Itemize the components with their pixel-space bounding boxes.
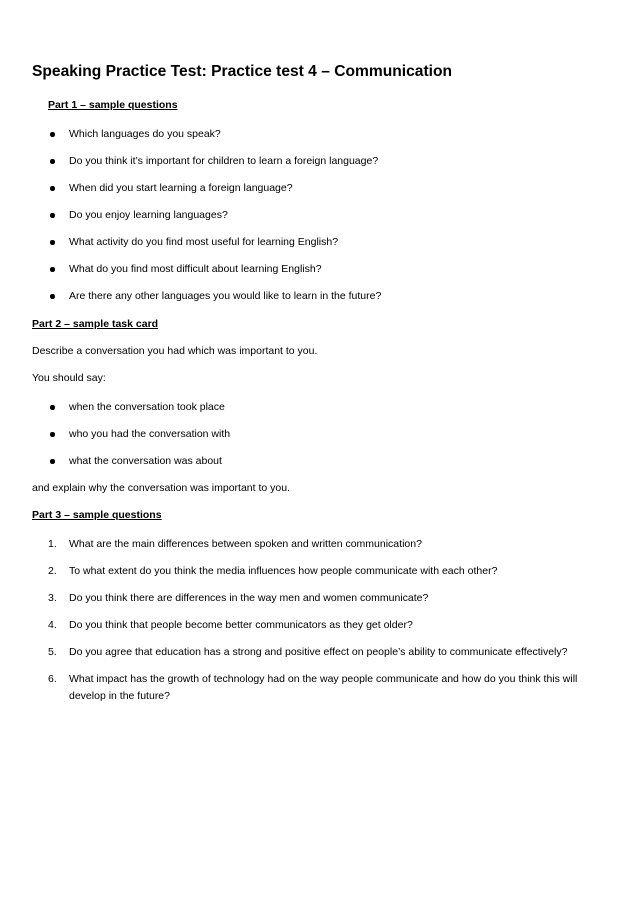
question-number: 2. xyxy=(48,565,57,577)
question-text: What activity do you find most useful for learning English? xyxy=(69,236,339,248)
bullet-icon xyxy=(50,186,55,191)
question-number: 1. xyxy=(48,538,57,550)
page-title: Speaking Practice Test: Practice test 4 – Communication xyxy=(32,63,453,80)
question-number: 4. xyxy=(48,619,57,631)
bullet-icon xyxy=(50,432,55,437)
part2-intro: You should say: xyxy=(32,372,106,384)
point-text: when the conversation took place xyxy=(69,401,225,413)
question-text: When did you start learning a foreign language? xyxy=(69,182,293,194)
question-text: Are there any other languages you would like to learn in the future? xyxy=(69,290,382,302)
question-number: 6. xyxy=(48,673,57,685)
question-text: Do you think there are differences in the way men and women communicate? xyxy=(69,592,429,604)
question-text: Do you enjoy learning languages? xyxy=(69,209,228,221)
part2-task: Describe a conversation you had which was important to you. xyxy=(32,345,318,357)
question-number: 5. xyxy=(48,646,57,658)
question-text: What do you find most difficult about learning English? xyxy=(69,263,322,275)
part2-closing: and explain why the conversation was important to you. xyxy=(32,482,290,494)
question-text: What are the main differences between spoken and written communication? xyxy=(69,538,422,550)
question-text: To what extent do you think the media influences how people communicate with each other? xyxy=(69,565,498,577)
bullet-icon xyxy=(50,459,55,464)
question-text: What impact has the growth of technology had on the way people communicate and how do you think this will develop in the future? xyxy=(69,673,578,702)
bullet-icon xyxy=(50,240,55,245)
bullet-icon xyxy=(50,213,55,218)
bullet-icon xyxy=(50,159,55,164)
question-text: Which languages do you speak? xyxy=(69,128,221,140)
bullet-icon xyxy=(50,405,55,410)
bullet-icon xyxy=(50,267,55,272)
point-text: what the conversation was about xyxy=(69,455,222,467)
question-text: Do you think it’s important for children to learn a foreign language? xyxy=(69,155,379,167)
bullet-icon xyxy=(50,132,55,137)
part3-heading: Part 3 – sample questions xyxy=(32,509,162,521)
point-text: who you had the conversation with xyxy=(69,428,231,440)
part1-heading: Part 1 – sample questions xyxy=(48,99,178,111)
question-text: Do you think that people become better communicators as they get older? xyxy=(69,619,413,631)
bullet-icon xyxy=(50,294,55,299)
part2-heading: Part 2 – sample task card xyxy=(32,318,159,330)
question-text: Do you agree that education has a strong and positive effect on people’s ability to communicate effectively? xyxy=(69,646,568,658)
question-number: 3. xyxy=(48,592,57,604)
